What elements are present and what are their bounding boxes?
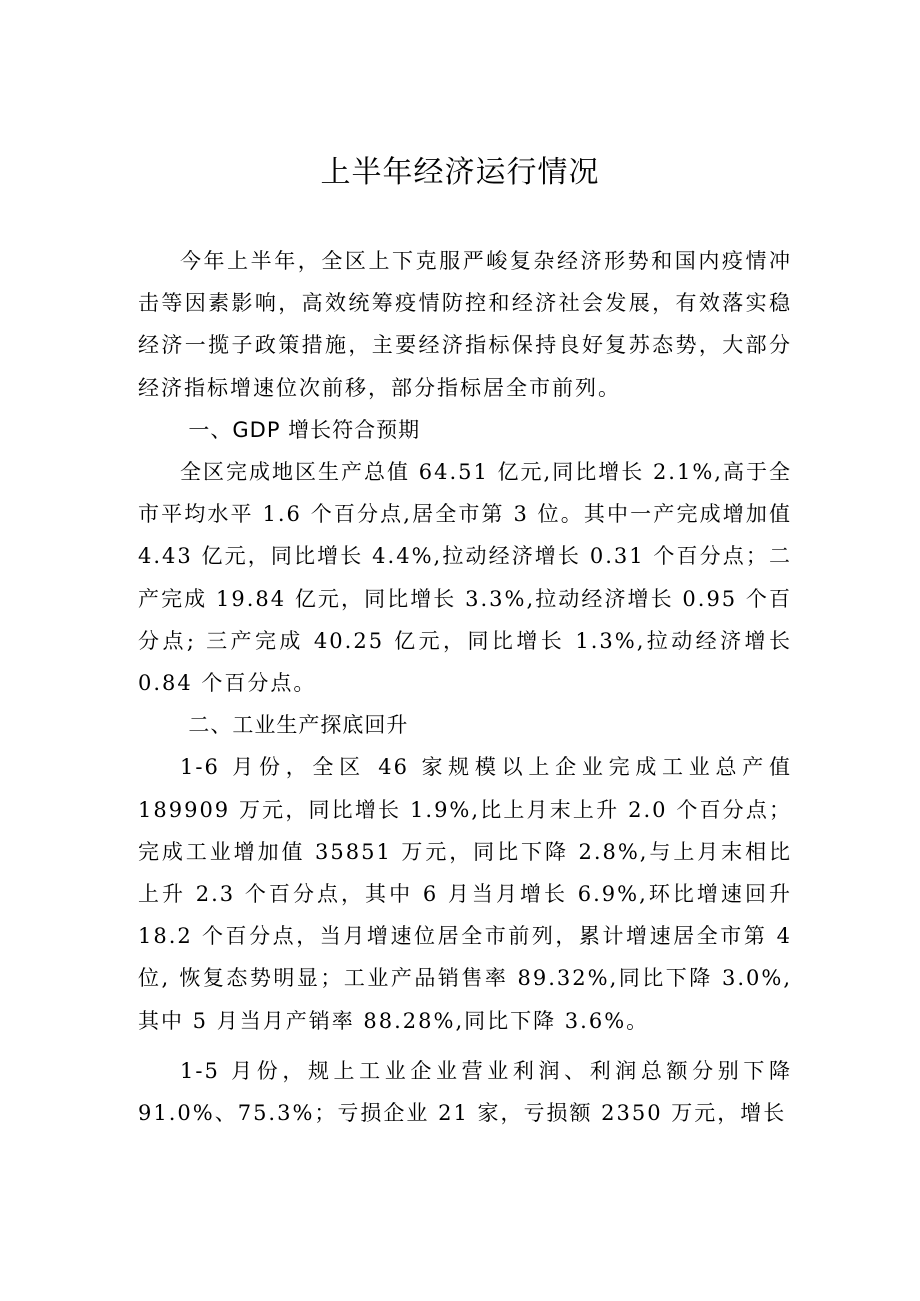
- industry-paragraph: 1-6 月份，全区 46 家规模以上企业完成工业总产值 189909 万元，同比增长 1.9%,比上月末上升 2.0 个百分点；完成工业增加值 35851 万元，同比下降 2.8%,与上月末相比上升 2.3 个百分点，其中 6 月当月增长 6.9%,环比增速回升 18.2 个百分点，当月增速位居全市前列，累计增速居全市第 4 位, 恢复态势明显；工业产品销售率 89.32%,同比下降 3.0%,其中 5 月当月产销率 88.28%,同比下降 3.6%。: [138, 755, 792, 1033]
- profit-paragraph: 1-5 月份，规上工业企业营业利润、利润总额分别下降 91.0%、75.3%；亏损企业 21 家，亏损额 2350 万元，增长: [138, 1058, 792, 1126]
- intro-paragraph: 今年上半年，全区上下克服严峻复杂经济形势和国内疫情冲击等因素影响，高效统筹疫情防控和经济社会发展，有效落实稳经济一揽子政策措施，主要经济指标保持良好复苏态势，大部分经济指标增速位次前移，部分指标居全市前列。: [138, 249, 792, 400]
- paragraph-spacer: [138, 1042, 792, 1050]
- section-heading-industry: 二、工业生产探底回升: [188, 713, 409, 738]
- document-body: [138, 240, 792, 1134]
- document-title: 上半年经济运行情况: [320, 155, 600, 190]
- section-heading-gdp: 一、GDP 增长符合预期: [188, 417, 421, 442]
- gdp-paragraph: 全区完成地区生产总值 64.51 亿元,同比增长 2.1%,高于全市平均水平 1.6 个百分点,居全市第 3 位。其中一产完成增加值 4.43 亿元，同比增长 4.4%,拉动经济增长 0.31 个百分点；二产完成 19.84 亿元，同比增长 3.3%,拉动经济增长 0.95 个百分点; 三产完成 40.25 亿元，同比增长 1.3%,拉动经济增长 0.84 个百分点。: [138, 460, 792, 696]
